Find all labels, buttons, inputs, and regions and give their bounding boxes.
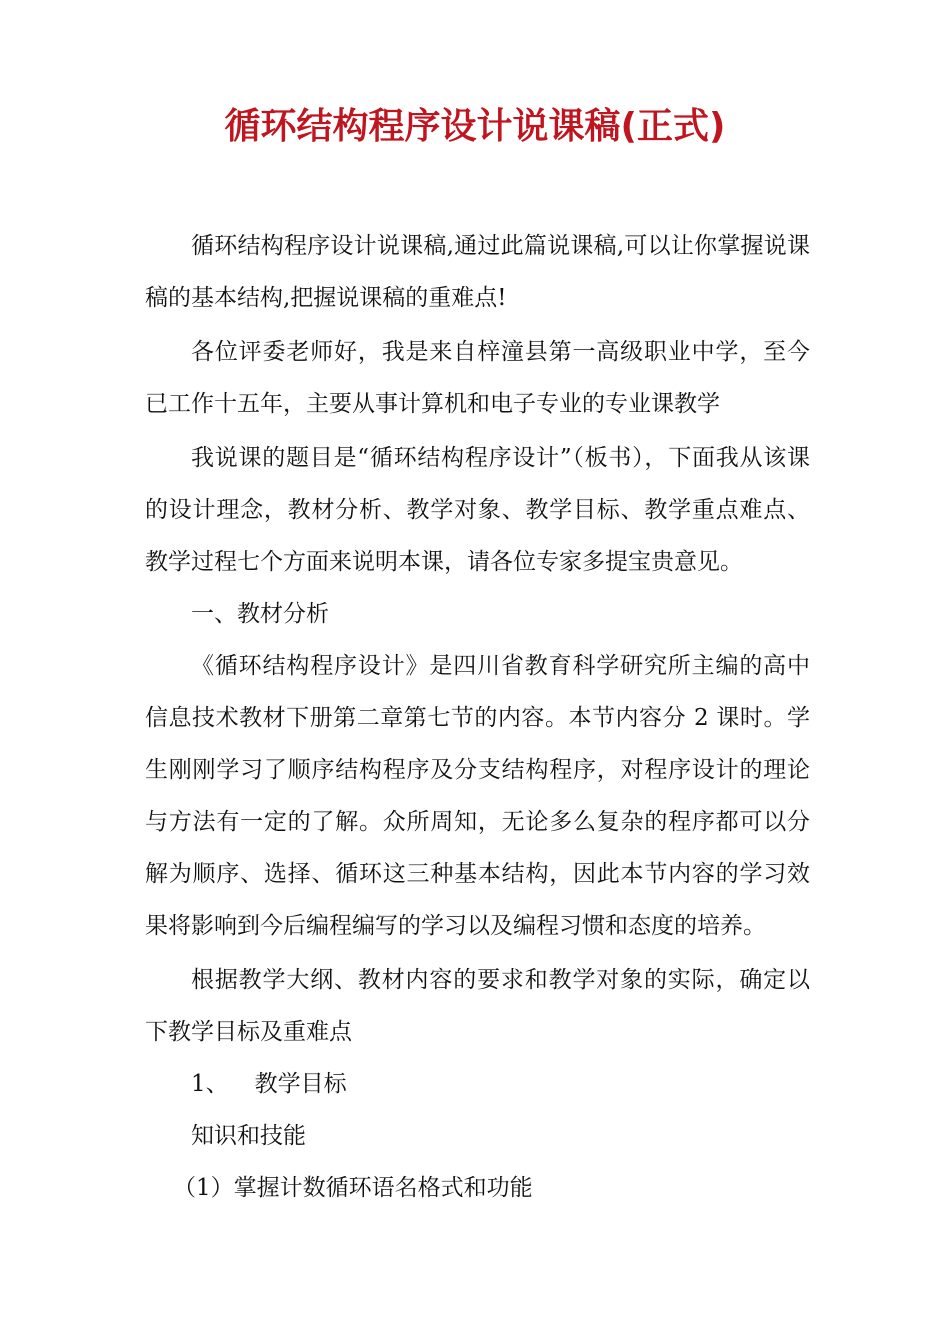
list-item: （1）掌握计数循环语名格式和功能 xyxy=(173,1175,533,1201)
goal-heading xyxy=(145,1058,810,1110)
goal-number: 1、 xyxy=(191,1071,229,1097)
analysis-paragraph: 《循环结构程序设计》是四川省教育科学研究所主编的高中信息技术教材下册第二章第七节的内容。本节内容分 2 课时。学生刚刚学习了顺序结构程序及分支结构程序，对程序设计的理论与方法有一定的了解。众所周知，无论多么复杂的程序都可以分解为顺序、选择、循环这三种基本结构，因此本节内容的学习效果将影响到今后编程编写的学习以及编程习惯和态度的培养。 xyxy=(145,653,810,939)
document-body xyxy=(145,220,810,1214)
goal-label: 教学目标 xyxy=(254,1071,347,1097)
intro-paragraph: 循环结构程序设计说课稿,通过此篇说课稿,可以让你掌握说课稿的基本结构,把握说课稿的重难点! xyxy=(145,233,810,311)
topic-paragraph: 我说课的题目是“循环结构程序设计”（板书），下面我从该课的设计理念，教材分析、教学对象、教学目标、教学重点难点、教学过程七个方面来说明本课，请各位专家多提宝贵意见。 xyxy=(145,445,810,575)
knowledge-heading: 知识和技能 xyxy=(191,1123,306,1149)
section-heading: 一、教材分析 xyxy=(191,601,329,627)
greeting-paragraph: 各位评委老师好，我是来自梓潼县第一高级职业中学，至今已工作十五年，主要从事计算机和电子专业的专业课教学 xyxy=(145,339,810,417)
goals-intro-paragraph: 根据教学大纲、教材内容的要求和教学对象的实际，确定以下教学目标及重难点 xyxy=(145,967,810,1045)
document-title: 循环结构程序设计说课稿(正式) xyxy=(224,106,726,147)
